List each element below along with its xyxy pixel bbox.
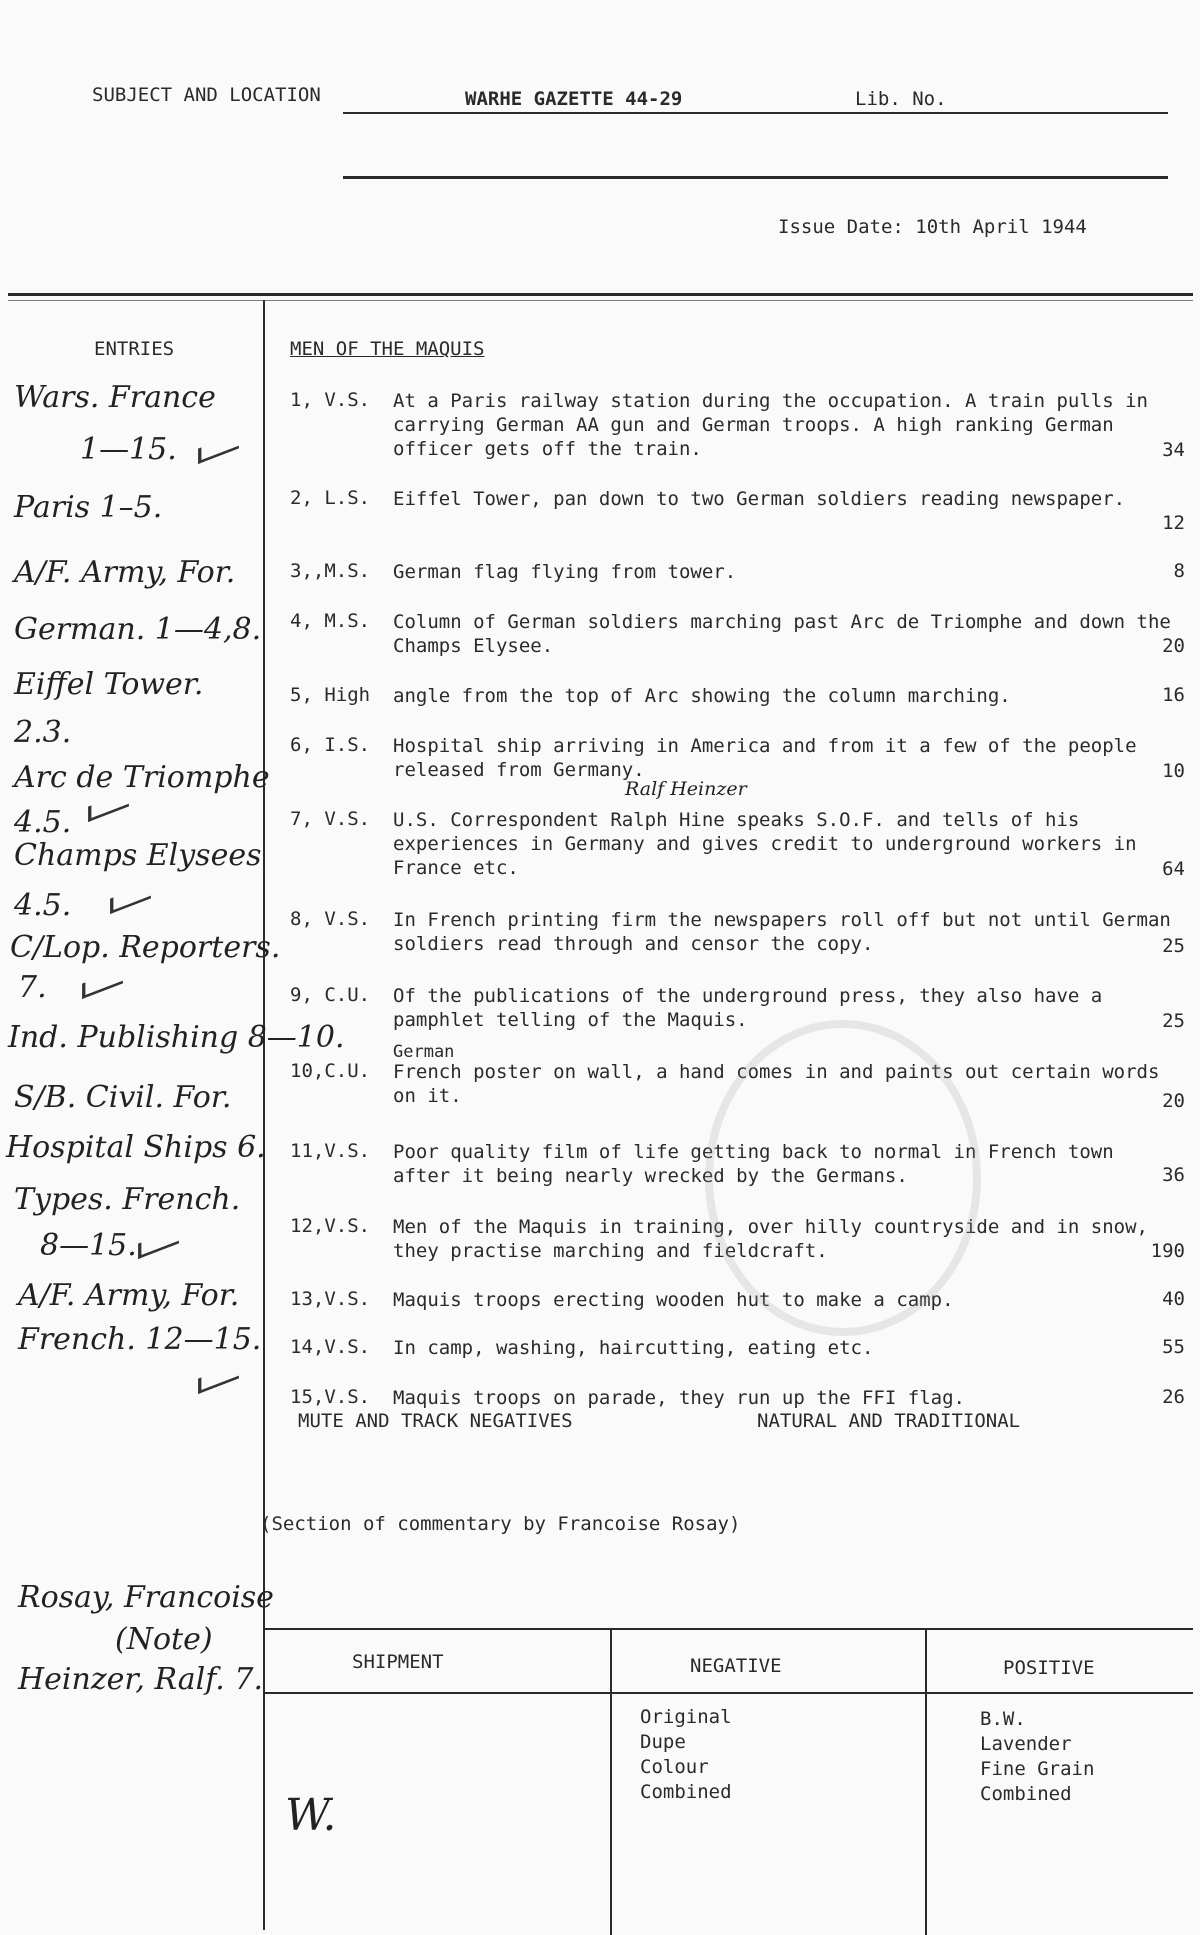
footage: 20 <box>1162 1090 1185 1112</box>
subject-underline <box>343 112 1168 114</box>
shot-description: angle from the top of Arc showing the column marching. <box>393 685 1011 707</box>
shot-description: Of the publications of the underground press, they also have a pamphlet telling of the Maquis. <box>393 985 1103 1031</box>
tick-mark <box>138 1228 179 1259</box>
margin-note: (Note) <box>115 1622 213 1657</box>
margin-note: Wars. France <box>14 380 216 415</box>
tick-mark <box>198 1363 239 1394</box>
shot-code: 14,V.S. <box>290 1336 371 1358</box>
annotation-ralf-heinzer: Ralf Heinzer <box>625 778 747 800</box>
shot-description: Column of German soldiers marching past Arc de Triomphe and down the Champs Elysee. <box>393 611 1171 657</box>
commentary-note: (Section of commentary by Francoise Rosay) <box>260 1513 741 1535</box>
location-line <box>343 176 1168 179</box>
shot-code: 15,V.S. <box>290 1386 371 1408</box>
table-divider-1 <box>610 1628 612 1935</box>
footage: 190 <box>1150 1240 1185 1262</box>
table-top-line <box>265 1628 1193 1630</box>
margin-note: Eiffel Tower. <box>14 667 204 702</box>
margin-note: W. <box>285 1790 337 1841</box>
shot-description: In camp, washing, haircutting, eating etc. <box>393 1337 874 1359</box>
shot-code: 2, L.S. <box>290 487 371 509</box>
footage: 12 <box>1162 512 1185 534</box>
table-divider-2 <box>925 1628 927 1935</box>
issue-date: Issue Date: 10th April 1944 <box>778 216 1087 238</box>
negative-header: NEGATIVE <box>690 1655 782 1677</box>
margin-note: Champs Elysees <box>14 838 262 873</box>
list-item: Combined <box>980 1783 1072 1805</box>
shot-description: Maquis troops erecting wooden hut to make a camp. <box>393 1289 954 1311</box>
shot-code: 11,V.S. <box>290 1140 371 1162</box>
margin-note: 4.5. <box>14 888 72 923</box>
annotation-german: German <box>393 1042 455 1062</box>
margin-note: C/Lop. Reporters. <box>10 930 281 965</box>
footage: 34 <box>1162 439 1185 461</box>
list-item: Lavender <box>980 1733 1072 1755</box>
shot-code: 8, V.S. <box>290 908 371 930</box>
shot-code: 9, C.U. <box>290 984 371 1006</box>
list-item: B.W. <box>980 1708 1026 1730</box>
shot-code: 5, High <box>290 684 371 706</box>
margin-note: French. 12—15. <box>18 1322 262 1357</box>
margin-note: A/F. Army, For. <box>18 1278 240 1313</box>
gazette-title: WARHE GAZETTE 44-29 <box>465 88 683 110</box>
footage: 10 <box>1162 760 1185 782</box>
margin-column-divider <box>263 300 265 1930</box>
margin-note: Arc de Triomphe <box>14 760 270 795</box>
margin-note: Hospital Ships 6. <box>6 1130 266 1165</box>
mute-track-label: MUTE AND TRACK NEGATIVES <box>298 1410 573 1432</box>
shot-description: U.S. Correspondent Ralph Hine speaks S.O.F. and tells of his experiences in Germany and gives credit to underground workers in France etc. <box>393 809 1137 879</box>
shot-code: 4, M.S. <box>290 610 371 632</box>
footage: 36 <box>1162 1164 1185 1186</box>
margin-note: Types. French. <box>14 1182 241 1217</box>
shot-description: Hospital ship arriving in America and from it a few of the people released from Germany. <box>393 735 1137 781</box>
footage: 16 <box>1162 684 1185 706</box>
shot-code: 1, V.S. <box>290 389 371 411</box>
footage: 20 <box>1162 635 1185 657</box>
margin-note: 8—15. <box>40 1228 137 1263</box>
lib-number-label: Lib. No. <box>855 88 947 110</box>
margin-note: 7. <box>18 970 47 1005</box>
tick-mark <box>198 433 239 464</box>
list-item: Colour <box>640 1756 709 1778</box>
shot-code: 6, I.S. <box>290 734 371 756</box>
tick-mark <box>82 968 123 999</box>
header-divider-2 <box>8 300 1193 301</box>
shot-code: 12,V.S. <box>290 1215 371 1237</box>
footage: 26 <box>1162 1386 1185 1408</box>
shot-description: Eiffel Tower, pan down to two German soldiers reading newspaper. <box>393 488 1126 510</box>
footage: 25 <box>1162 935 1185 957</box>
margin-note: German. 1—4,8. <box>14 612 262 647</box>
footage: 55 <box>1162 1336 1185 1358</box>
shot-code: 3,,M.S. <box>290 560 371 582</box>
margin-note: Paris 1–5. <box>14 490 163 525</box>
shot-description: Men of the Maquis in training, over hilly countryside and in snow, they practise marching and fieldcraft. <box>393 1216 1148 1262</box>
shot-code: 10,C.U. <box>290 1060 371 1082</box>
margin-note: 2.3. <box>14 715 72 750</box>
shot-description: Poor quality film of life getting back to normal in French town after it being nearly wrecked by the Germans. <box>393 1141 1114 1187</box>
header-divider <box>8 293 1193 296</box>
shot-description: In French printing firm the newspapers roll off but not until German soldiers read through and censor the copy. <box>393 909 1171 955</box>
positive-header: POSITIVE <box>1003 1657 1095 1679</box>
shot-description: Maquis troops on parade, they run up the FFI flag. <box>393 1387 965 1409</box>
tick-mark <box>110 883 151 914</box>
margin-note: 4.5. <box>14 805 72 840</box>
shot-description: German flag flying from tower. <box>393 561 737 583</box>
shot-code: 13,V.S. <box>290 1288 371 1310</box>
margin-note: A/F. Army, For. <box>14 555 236 590</box>
shot-code: 7, V.S. <box>290 808 371 830</box>
list-item: Combined <box>640 1781 732 1803</box>
natural-traditional-label: NATURAL AND TRADITIONAL <box>757 1410 1021 1432</box>
margin-note: Rosay, Francoise <box>18 1580 274 1615</box>
table-header-line <box>265 1692 1193 1694</box>
list-item: Dupe <box>640 1731 686 1753</box>
shot-description: French poster on wall, a hand comes in and paints out certain words on it. <box>393 1061 1160 1107</box>
footage: 8 <box>1173 560 1185 582</box>
list-item: Fine Grain <box>980 1758 1095 1780</box>
margin-note: 1—15. <box>80 432 177 467</box>
shipment-header: SHIPMENT <box>352 1651 444 1673</box>
list-item: Original <box>640 1706 732 1728</box>
footage: 64 <box>1162 858 1185 880</box>
coffee-stain <box>705 1020 981 1336</box>
margin-note: Ind. Publishing 8—10. <box>8 1020 345 1055</box>
section-title: MEN OF THE MAQUIS <box>290 338 485 360</box>
footage: 40 <box>1162 1288 1185 1310</box>
entries-label: ENTRIES <box>94 338 175 360</box>
margin-note: S/B. Civil. For. <box>14 1080 232 1115</box>
margin-note: Heinzer, Ralf. 7. <box>18 1662 263 1697</box>
shot-description: At a Paris railway station during the occupation. A train pulls in carrying German AA gun and German troops. A high ranking German officer gets off the train. <box>393 390 1148 460</box>
tick-mark <box>88 791 129 822</box>
subject-label: SUBJECT AND LOCATION <box>92 84 321 106</box>
footage: 25 <box>1162 1010 1185 1032</box>
